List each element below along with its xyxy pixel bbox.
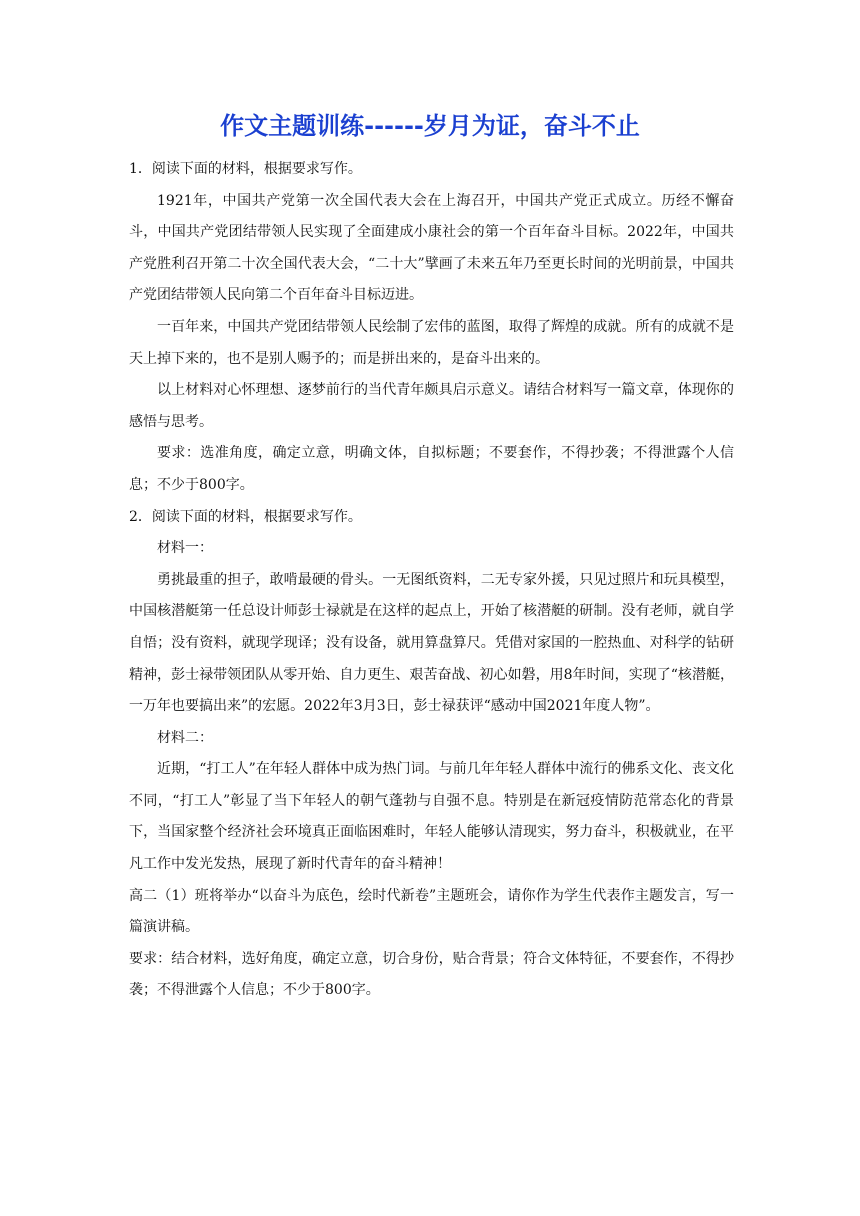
question-2-heading: 2．阅读下面的材料，根据要求写作。 [129, 508, 362, 525]
question-1-paragraph: 以上材料对心怀理想、逐梦前行的当代青年颇具启示意义。请结合材料写一篇文章，体现你的感悟与思考。 [129, 382, 734, 430]
question-1 [129, 154, 734, 502]
material-1-label: 材料一： [157, 540, 213, 557]
question-2 [129, 502, 734, 1008]
question-1-requirement: 要求：选准角度，确定立意，明确文体，自拟标题；不要套作，不得抄袭；不得泄露个人信息；不少于800字。 [129, 445, 734, 493]
material-2-label: 材料二： [157, 729, 213, 746]
question-2-requirement: 要求：结合材料，选好角度，确定立意，切合身份，贴合背景；符合文体特征，不要套作，不得抄袭；不得泄露个人信息；不少于800字。 [129, 950, 734, 999]
question-2-task: 高二（1）班将举办“以奋斗为底色，绘时代新卷”主题班会，请你作为学生代表作主题发言，写一篇演讲稿。 [129, 887, 734, 936]
page-title: 作文主题训练------岁月为证，奋斗不止 [220, 112, 640, 140]
material-1-text: 勇挑最重的担子，敢啃最硬的骨头。一无图纸资料，二无专家外援，只见过照片和玩具模型，中国核潜艇第一任总设计师彭士禄就是在这样的起点上，开始了核潜艇的研制。没有老师，就自学自悟；没有资料，就现学现译；没有设备，就用算盘算尺。凭借对家国的一腔热血、对科学的钻研精神，彭士禄带领团队从零开始、自力更生、艰苦奋战、初心如磐，用8年时间，实现了“核潜艇，一万年也要搞出来”的宏愿。2022年3月3日，彭士禄获评“感动中国2021年度人物”。 [129, 571, 734, 715]
question-1-paragraph: 1921年，中国共产党第一次全国代表大会在上海召开，中国共产党正式成立。历经不懈奋斗，中国共产党团结带领人民实现了全面建成小康社会的第一个百年奋斗目标。2022年，中国共产党胜利召开第二十次全国代表大会，“二十大”擘画了未来五年乃至更长时间的光明前景，中国共产党团结带领人民向第二个百年奋斗目标迈进。 [129, 192, 734, 304]
document-body [129, 154, 734, 1007]
question-1-heading: 1．阅读下面的材料，根据要求写作。 [129, 161, 362, 177]
question-1-paragraph: 一百年来，中国共产党团结带领人民绘制了宏伟的蓝图，取得了辉煌的成就。所有的成就不是天上掉下来的，也不是别人赐予的；而是拼出来的，是奋斗出来的。 [129, 318, 734, 367]
material-2-text: 近期，“打工人”在年轻人群体中成为热门词。与前几年年轻人群体中流行的佛系文化、丧文化不同，“打工人”彰显了当下年轻人的朝气蓬勃与自强不息。特别是在新冠疫情防范常态化的背景下，当国家整个经济社会环境真正面临困难时，年轻人能够认清现实，努力奋斗，积极就业，在平凡工作中发光发热，展现了新时代青年的奋斗精神！ [129, 761, 734, 873]
